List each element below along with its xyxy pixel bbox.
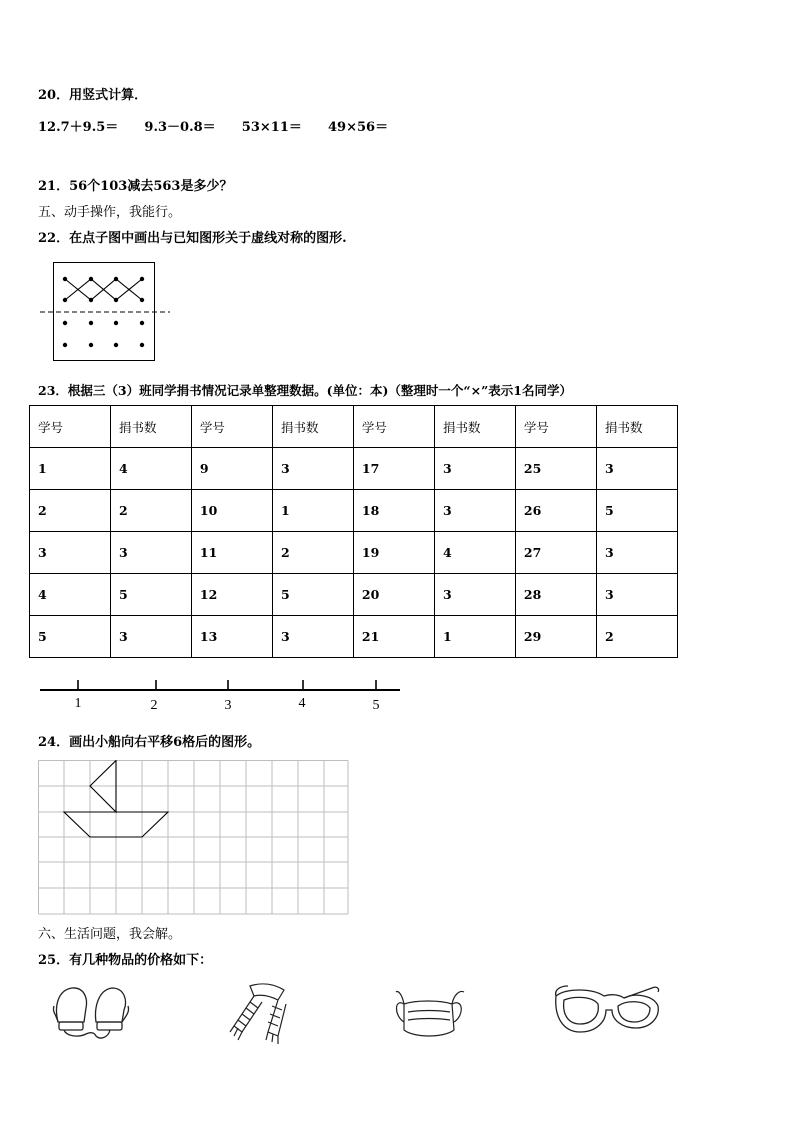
table-row — [30, 574, 678, 616]
table-cell: 1 — [434, 616, 515, 658]
mittens-icon — [50, 982, 132, 1042]
column-header: 捐书数 — [272, 406, 353, 448]
column-header: 学号 — [353, 406, 434, 448]
table-row — [30, 490, 678, 532]
table-row — [30, 448, 678, 490]
scarf-icon — [228, 982, 292, 1046]
table-cell: 28 — [515, 574, 596, 616]
column-header: 捐书数 — [110, 406, 191, 448]
calc-item: 12.7＋9.5＝ — [38, 120, 119, 135]
number-line-label: 3 — [224, 698, 232, 713]
column-header: 捐书数 — [434, 406, 515, 448]
section6-title: 六、生活问题，我会解。 — [38, 927, 182, 942]
column-header: 学号 — [30, 406, 111, 448]
column-header: 学号 — [515, 406, 596, 448]
calc-item: 49×56＝ — [328, 120, 389, 135]
table-cell: 3 — [434, 448, 515, 490]
table-row — [30, 532, 678, 574]
table-cell: 25 — [515, 448, 596, 490]
table-cell: 29 — [515, 616, 596, 658]
table-cell: 2 — [272, 532, 353, 574]
column-header: 捐书数 — [596, 406, 677, 448]
table-cell: 9 — [191, 448, 272, 490]
q25-title: 25．有几种物品的价格如下： — [38, 953, 213, 968]
boat-grid — [38, 760, 350, 916]
number-line-label: 1 — [74, 696, 82, 711]
table-cell: 5 — [272, 574, 353, 616]
q20-calc-row — [38, 116, 410, 135]
table-cell: 13 — [191, 616, 272, 658]
table-cell: 10 — [191, 490, 272, 532]
face-mask-icon — [392, 982, 466, 1046]
table-row — [30, 616, 678, 658]
sunglasses-icon — [552, 982, 662, 1044]
table-cell: 3 — [596, 574, 677, 616]
column-header: 学号 — [191, 406, 272, 448]
table-cell: 3 — [434, 574, 515, 616]
table-cell: 12 — [191, 574, 272, 616]
dot-diagram — [30, 262, 180, 362]
table-cell: 5 — [30, 616, 111, 658]
table-cell: 20 — [353, 574, 434, 616]
number-line — [38, 676, 408, 718]
number-line-label: 5 — [372, 698, 380, 713]
table-cell: 27 — [515, 532, 596, 574]
q21-title: 21．56个103减去563是多少？ — [38, 179, 233, 194]
q23-title: 23．根据三（3）班同学捐书情况记录单整理数据。(单位：本)（整理时一个“×”表示1名同学） — [38, 383, 572, 398]
table-cell: 1 — [272, 490, 353, 532]
table-cell: 4 — [434, 532, 515, 574]
calc-item: 53×11＝ — [241, 120, 302, 135]
table-cell: 3 — [110, 616, 191, 658]
table-header-row — [30, 406, 678, 448]
table-cell: 18 — [353, 490, 434, 532]
table-cell: 3 — [596, 532, 677, 574]
table-cell: 3 — [272, 448, 353, 490]
section5-title: 五、动手操作，我能行。 — [38, 205, 182, 220]
table-cell: 17 — [353, 448, 434, 490]
table-cell: 3 — [272, 616, 353, 658]
table-cell: 2 — [596, 616, 677, 658]
number-line-label: 2 — [150, 698, 158, 713]
q22-title: 22．在点子图中画出与已知图形关于虚线对称的图形. — [38, 231, 347, 246]
table-cell: 1 — [30, 448, 111, 490]
calc-item: 9.3－0.8＝ — [144, 120, 216, 135]
donation-table — [29, 405, 678, 658]
table-cell: 3 — [596, 448, 677, 490]
table-cell: 3 — [110, 532, 191, 574]
table-cell: 5 — [110, 574, 191, 616]
table-cell: 21 — [353, 616, 434, 658]
table-cell: 2 — [30, 490, 111, 532]
q24-title: 24．画出小船向右平移6格后的图形。 — [38, 735, 261, 750]
table-cell: 3 — [434, 490, 515, 532]
table-cell: 3 — [30, 532, 111, 574]
table-cell: 4 — [30, 574, 111, 616]
table-cell: 2 — [110, 490, 191, 532]
q20-title: 20．用竖式计算． — [38, 88, 148, 103]
table-cell: 4 — [110, 448, 191, 490]
table-cell: 11 — [191, 532, 272, 574]
table-cell: 19 — [353, 532, 434, 574]
number-line-label: 4 — [298, 696, 306, 711]
table-cell: 26 — [515, 490, 596, 532]
table-cell: 5 — [596, 490, 677, 532]
